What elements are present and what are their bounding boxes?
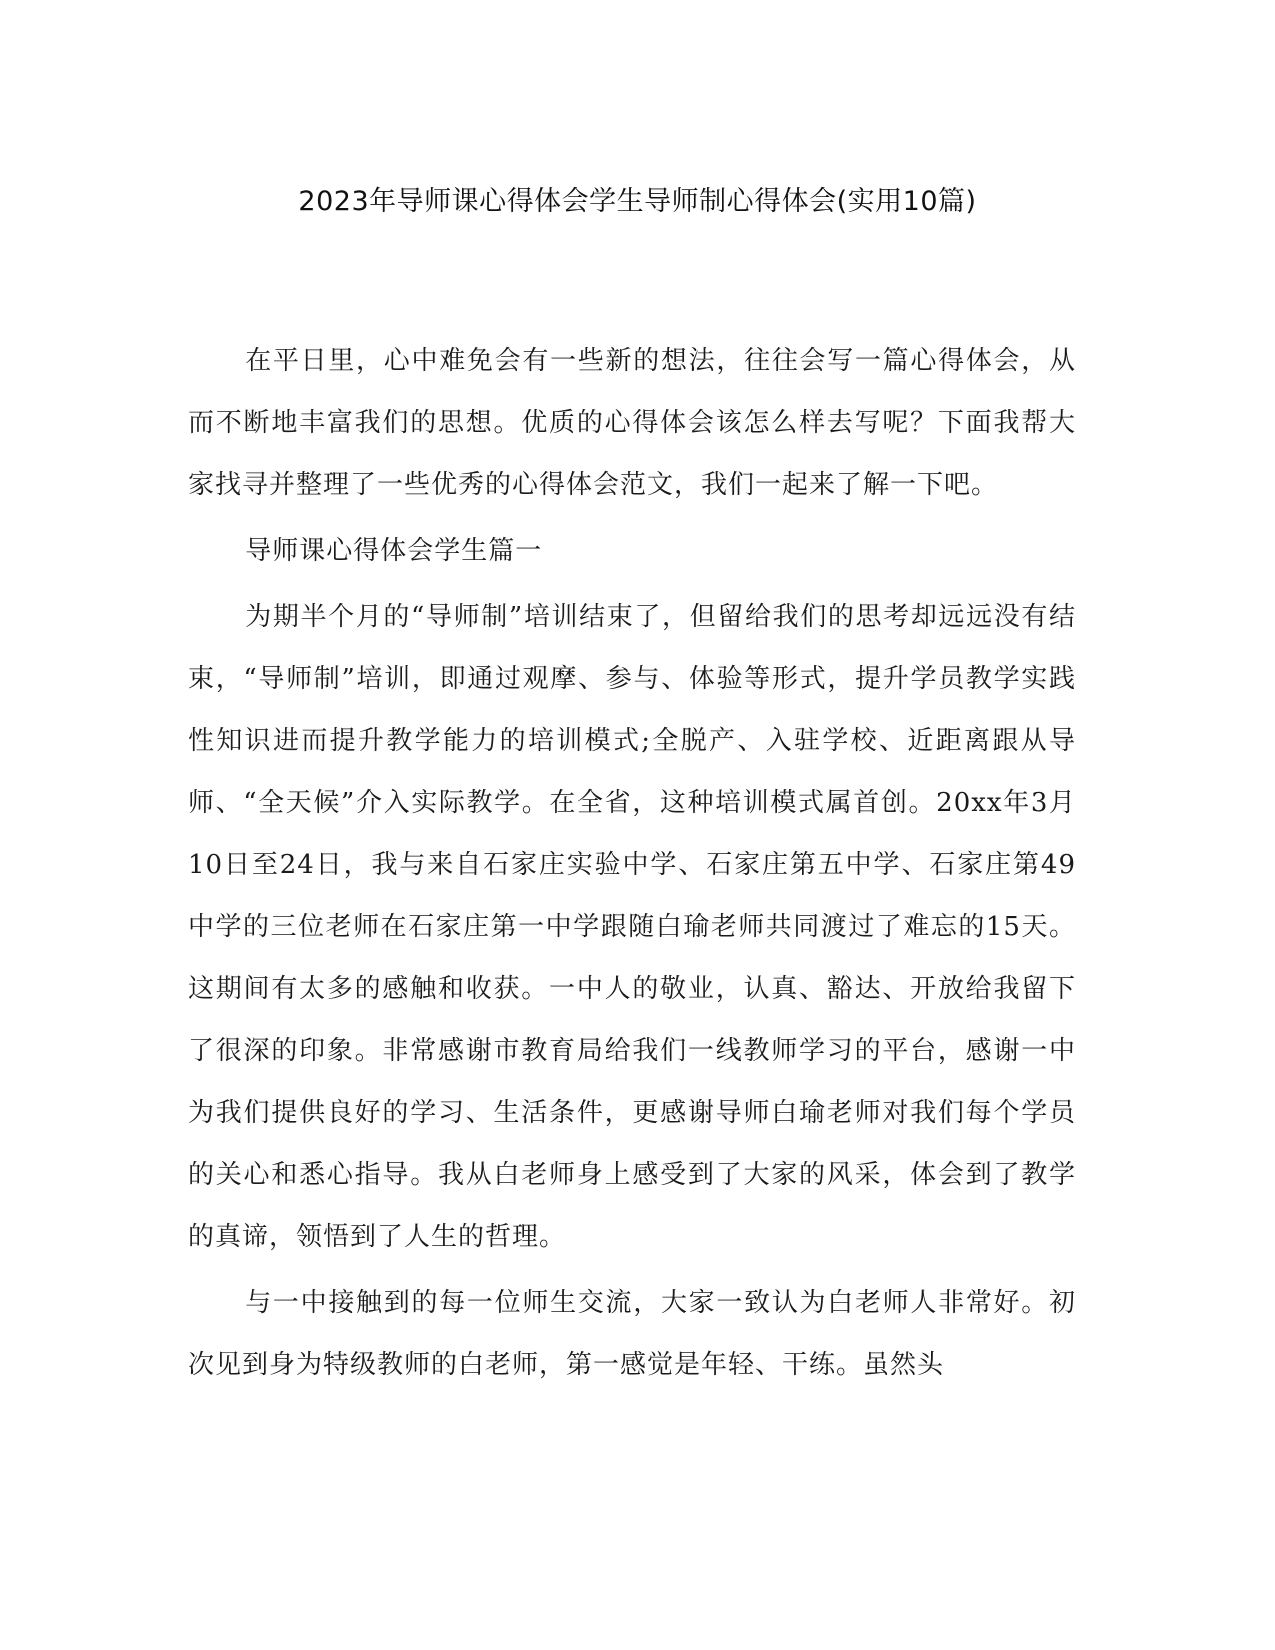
document-title: 2023年导师课心得体会学生导师制心得体会(实用10篇) — [298, 186, 977, 217]
paragraph-continued: 与一中接触到的每一位师生交流，大家一致认为白老师人非常好。初次见到身为特级教师的白老师，第一感觉是年轻、干练。虽然头 — [188, 1288, 1076, 1380]
paragraph-intro: 在平日里，心中难免会有一些新的想法，往往会写一篇心得体会，从而不断地丰富我们的思想。优质的心得体会该怎么样去写呢？下面我帮大家找寻并整理了一些优秀的心得体会范文，我们一起来了解一下吧。 — [188, 346, 1076, 500]
section-heading: 导师课心得体会学生篇一 — [245, 536, 543, 566]
paragraph-main: 为期半个月的“导师制”培训结束了，但留给我们的思考却远远没有结束，“导师制”培训，即通过观摩、参与、体验等形式，提升学员教学实践性知识进而提升教学能力的培训模式;全脱产、入驻学校、近距离跟从导师、“全天候”介入实际教学。在全省，这种培训模式属首创。20xx年3月10日至24日，我与来自石家庄实验中学、石家庄第五中学、石家庄第49中学的三位老师在石家庄第一中学跟随白瑜老师共同渡过了难忘的15天。这期间有太多的感触和收获。一中人的敬业，认真、豁达、开放给我留下了很深的印象。非常感谢市教育局给我们一线教师学习的平台，感谢一中为我们提供良好的学习、生活条件，更感谢导师白瑜老师对我们每个学员的关心和悉心指导。我从白老师身上感受到了大家的风采，体会到了教学的真谛，领悟到了人生的哲理。 — [188, 602, 1076, 1252]
document-body — [188, 330, 1076, 1400]
